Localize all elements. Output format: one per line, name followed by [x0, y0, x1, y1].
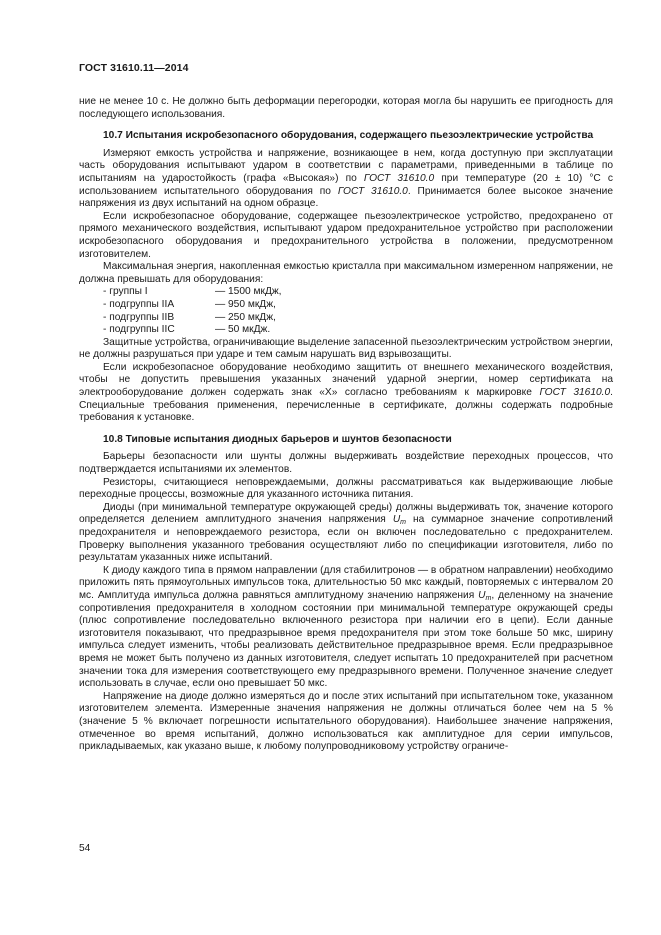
standard-reference: ГОСТ 31610.0: [363, 172, 435, 184]
list-item: - подгруппы IIC — 50 мкДж.: [103, 324, 271, 336]
paragraph: Максимальная энергия, накопленная емкостью кристалла при максимальном измеренном напряжении, не должна превышать для оборудования:: [79, 261, 613, 285]
paragraph: К диоду каждого типа в прямом направлении (для стабилитронов — в обратном направлении) необходимо приложить пять прямоугольных импульсов тока, длительностью 50 мкс каждый, повторяемых с интервалом 20 мс. Амплитуда импульса должна равняться амплитудному значению напряжения $U_m$, деленному на значение сопротивления предохранителя в холодном состоянии при минимальной температуре окружающей среды (плюс сопротивление последовательно включенного резистора при наличии его в цепи). Если данные изготовителя показывают, что предразрывное время предохранителя при этом токе больше 50 мкс, ширину импульса следует изменить, чтобы реализовать действительное предразрывное время. Если предразрывное время не может быть получено из данных изготовителя, следует испытать 10 предохранителей при расчетном значении тока для измерения соответствующего ему предразрывного времени. Полученное значение следует использовать в случае, если оно превышает 50 мкс.: [79, 564, 613, 690]
section-title-10-7: 10.7 Испытания искробезопасного оборудования, содержащего пьезоэлектрические устройства: [103, 130, 594, 142]
energy-limit-list: [79, 286, 613, 336]
voltage-symbol: $U_m$: [392, 514, 407, 527]
document-header: ГОСТ 31610.11—2014: [79, 62, 189, 74]
paragraph: Диоды (при минимальной температуре окружающей среды) должны выдерживать ток, значение которого определяется делением амплитудного значения напряжения $U_m$ на суммарное значение сопротивлений предохранителя и неповреждаемого резистора, если он включен последовательно с предохранителем. Проверку выполнения указанного требования осуществляют либо по спецификации изготовителя, либо по результатам указанных ниже испытаний.: [79, 501, 613, 564]
list-item: - подгруппы IIB — 250 мкДж,: [103, 311, 276, 323]
intro-paragraph: ние не менее 10 с. Не должно быть деформации перегородки, которая могла бы нарушить ее пригодность для последующего использования.: [79, 96, 613, 120]
paragraph: Барьеры безопасности или шунты должны выдерживать воздействие переходных процессов, что подтверждается испытаниями их элементов.: [79, 451, 613, 476]
standard-reference: ГОСТ 31610.0: [337, 185, 408, 197]
list-item: - группы I — 1500 мкДж,: [103, 286, 282, 298]
page-body: [79, 96, 613, 754]
section-title-10-8: 10.8 Типовые испытания диодных барьеров и шунтов безопасности: [103, 433, 452, 445]
standard-reference: ГОСТ 31610.0: [539, 387, 611, 399]
paragraph: Если искробезопасное оборудование, содержащее пьезоэлектрическое устройство, предохранено от прямого механического воздействия, испытывают ударом предохранительное устройство при расположении искробезопасного оборудования и предохранительного устройства в положении, предусмотренном изготовителем.: [79, 210, 613, 260]
voltage-symbol: $U_m$: [478, 589, 492, 602]
paragraph: Резисторы, считающиеся неповреждаемыми, должны рассматриваться как выдерживающие любые переходные процессы, возможные для указанного источника питания.: [79, 476, 613, 501]
paragraph: Измеряют емкость устройства и напряжение, возникающее в нем, когда доступную при эксплуатации часть оборудования испытывают ударом в соответствии с параметрами, приведенными в таблице по испытаниям на ударостойкость (графа «Высокая») по ГОСТ 31610.0 при температуре (20 ± 10) °С с использованием испытательного оборудования по ГОСТ 31610.0. Принимается более высокое значение напряжения из двух испытаний на одном образце.: [79, 147, 613, 210]
paragraph: Напряжение на диоде должно измеряться до и после этих испытаний при испытательном токе, указанном изготовителем элемента. Измеренные значения напряжения не должны отличаться более чем на 5 % (значение 5 % включает погрешности испытательного оборудования). Наибольшее значение напряжения, отмеченное во время испытаний, должно использоваться как амплитудное для серии импульсов, прикладываемых, как указано выше, к любому полупроводниковому устройству ограниче-: [79, 690, 613, 753]
paragraph: Защитные устройства, ограничивающие выделение запасенной пьезоэлектрическим устройством энергии, не должны разрушаться при ударе и тем самым нарушать вид взрывозащиты.: [79, 336, 613, 361]
list-item: - подгруппы IIA — 950 мкДж,: [103, 298, 276, 310]
page-number: 54: [79, 843, 91, 854]
paragraph: Если искробезопасное оборудование необходимо защитить от внешнего механического воздействия, чтобы не допустить превышения указанных значений ударной энергии, номер сертификата на электрооборудование должен содержать знак «X» согласно требованиям к маркировке ГОСТ 31610.0. Специальные требования применения, перечисленные в сертификате, должны содержать подробные требования к установке.: [79, 361, 613, 424]
